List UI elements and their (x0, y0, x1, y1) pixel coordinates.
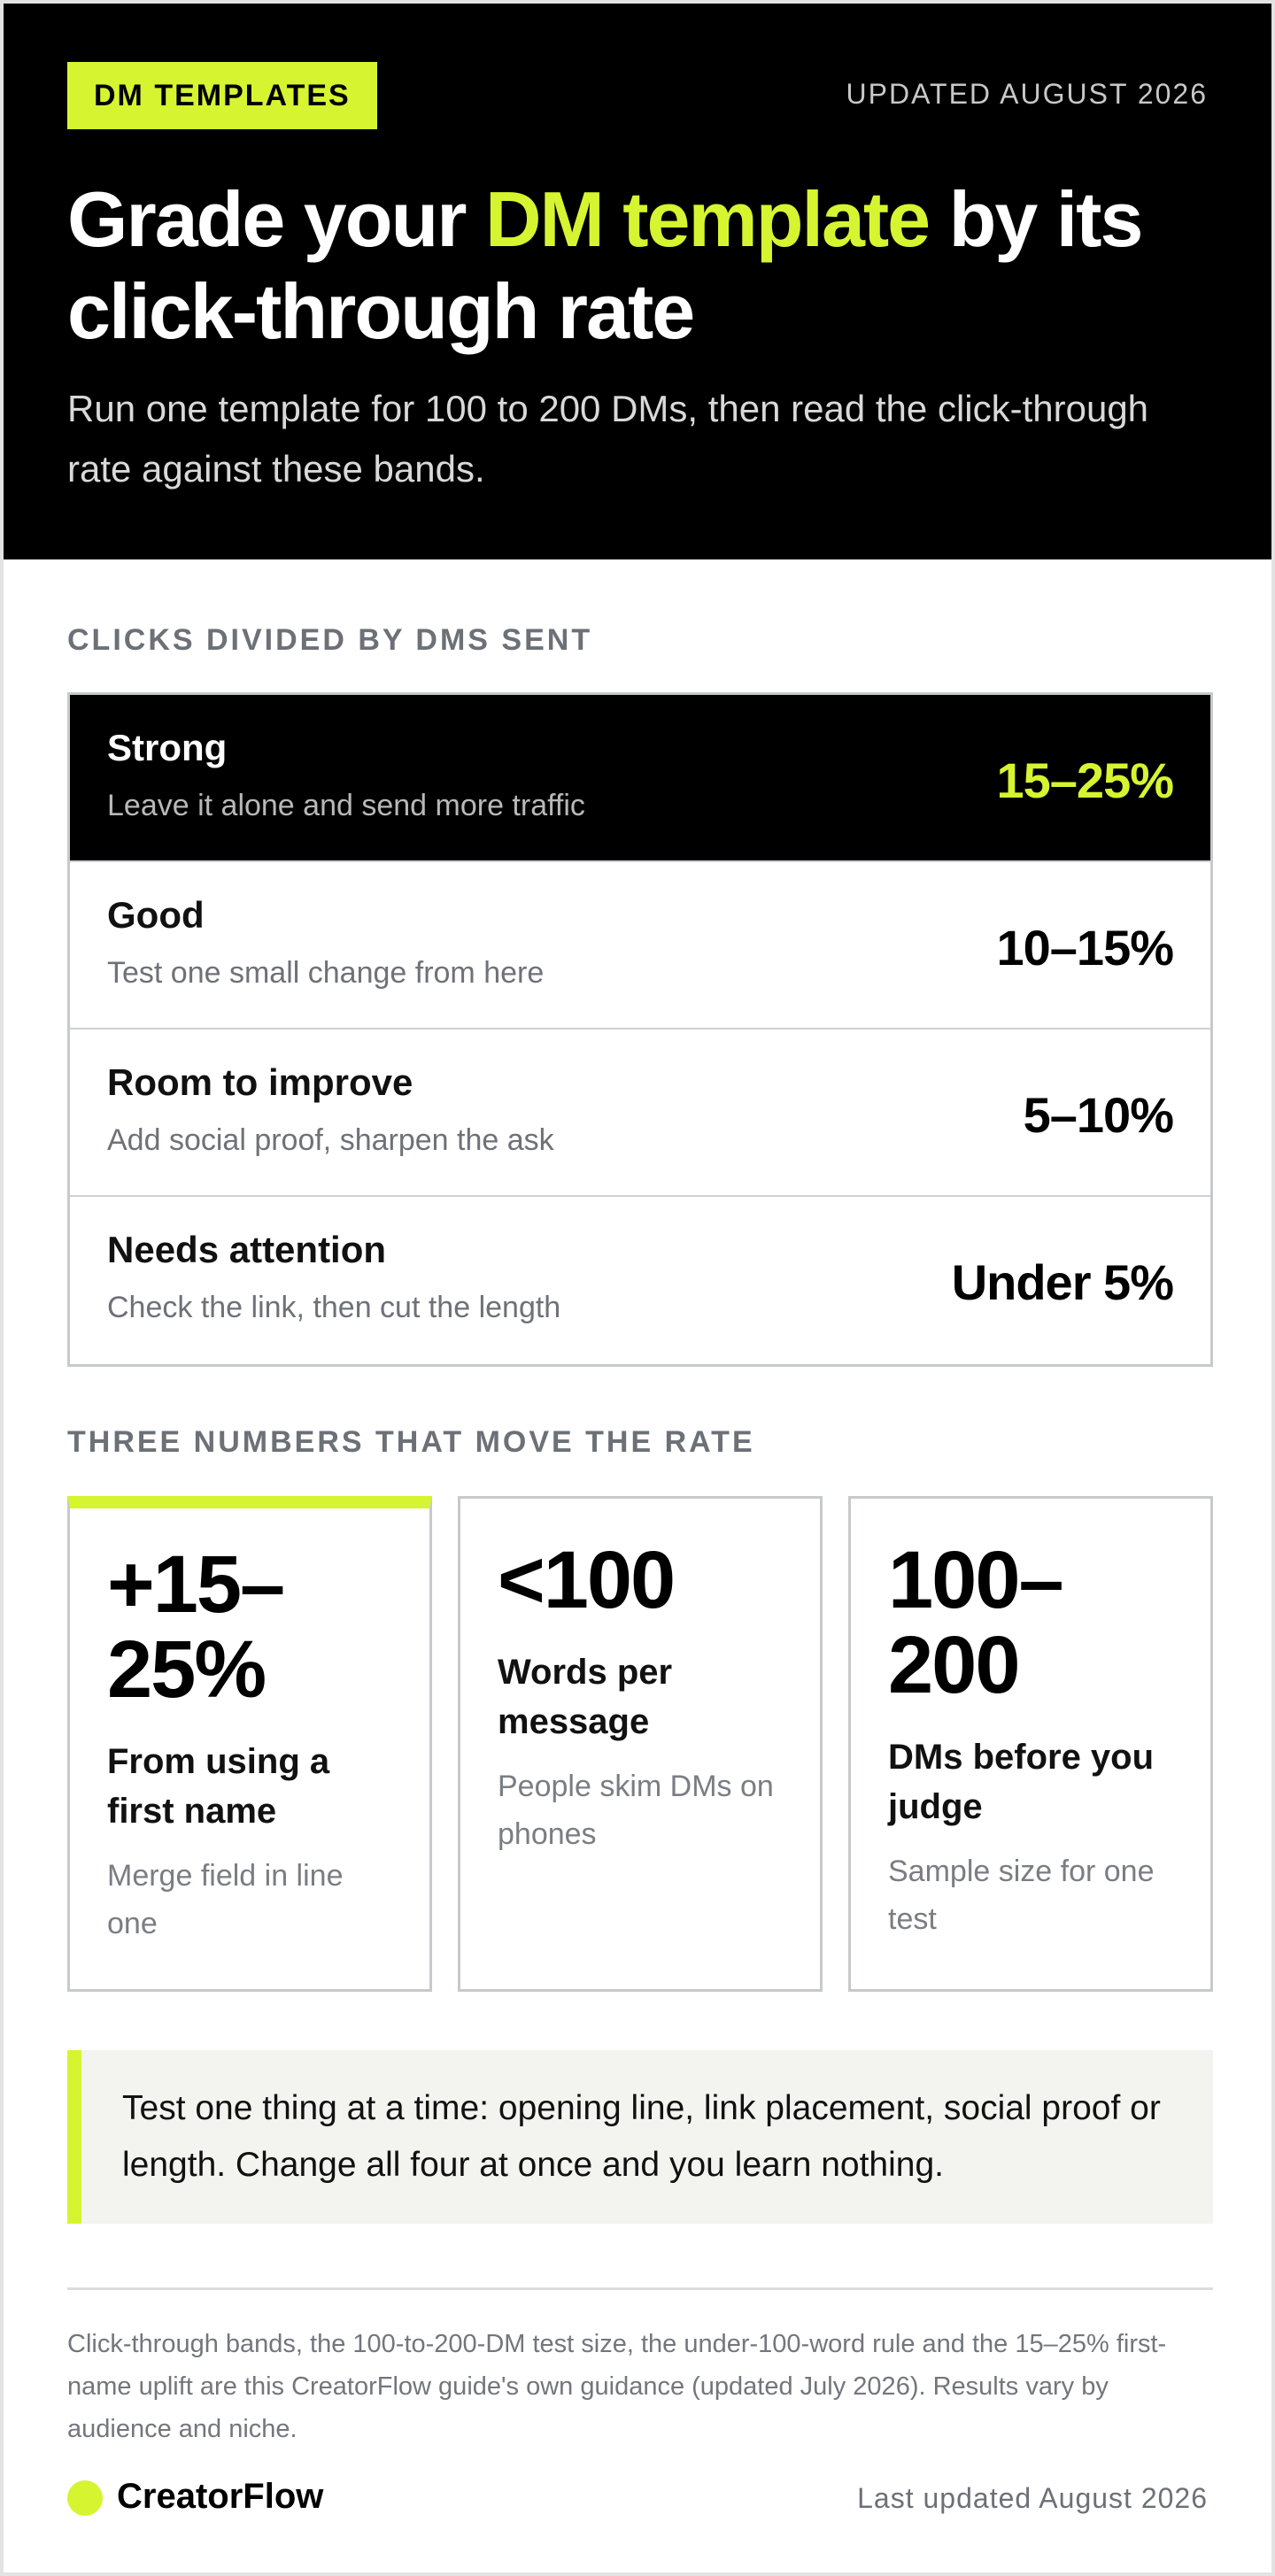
band-row-needs-attention (70, 1197, 1210, 1364)
band-name: Room to improve (107, 1061, 413, 1103)
band-description: Check the link, then cut the length (107, 1291, 561, 1324)
band-name: Good (107, 894, 205, 936)
band-range: Under 5% (951, 1254, 1173, 1310)
stat-value: 100– 200 (888, 1535, 1062, 1710)
brand-logo-dot-icon (67, 2480, 103, 2516)
stat-note: People skim DMs on phones (498, 1770, 774, 1851)
band-description: Leave it alone and send more traffic (107, 789, 585, 822)
band-name: Needs attention (107, 1229, 387, 1270)
band-row-room-to-improve (70, 1030, 1210, 1197)
stat-value: +15– 25% (107, 1539, 284, 1715)
ctr-bands-table (67, 692, 1213, 1367)
category-tag: DM TEMPLATES (67, 62, 377, 129)
title-part-1: Grade your (67, 175, 485, 263)
title-part-2: by its click-through rate (67, 175, 1142, 355)
band-range: 10–15% (996, 920, 1173, 976)
stat-label: DMs before you judge (888, 1738, 1155, 1826)
band-description: Test one small change from here (107, 956, 545, 990)
page-subtitle: Run one template for 100 to 200 DMs, then read the click-through rate against these bands. (67, 388, 1149, 490)
stat-card-sample-size (848, 1496, 1213, 1992)
band-name: Strong (107, 727, 228, 768)
band-range: 15–25% (996, 752, 1173, 808)
stat-card-first-name (67, 1496, 432, 1992)
band-row-strong (70, 695, 1210, 862)
stat-label: From using a first name (107, 1742, 330, 1831)
page-title (67, 174, 1218, 358)
hero-header (4, 4, 1271, 559)
stat-card-words (458, 1496, 823, 1992)
updated-date: UPDATED AUGUST 2026 (846, 78, 1208, 110)
stats-section-label: THREE NUMBERS THAT MOVE THE RATE (67, 1425, 755, 1459)
band-row-good (70, 862, 1210, 1030)
last-updated: Last updated August 2026 (857, 2482, 1208, 2514)
source-footnote: Click-through bands, the 100-to-200-DM test size, the under-100-word rule and the 15–25% first-name uplift are this CreatorFlow guide's own guidance (updated July 2026). Results vary by audience and niche. (67, 2330, 1167, 2443)
stat-value: <100 (498, 1535, 675, 1625)
testing-tip-callout (67, 2050, 1213, 2224)
stat-note: Sample size for one test (888, 1855, 1155, 1936)
stat-note: Merge field in line one (107, 1859, 344, 1940)
title-accent: DM template (484, 175, 930, 263)
stat-label: Words per message (498, 1653, 673, 1741)
callout-text: Test one thing at a time: opening line, link placement, social proof or length. Change all four at once and you learn nothing. (122, 2089, 1161, 2184)
brand-name: CreatorFlow (117, 2477, 324, 2516)
bands-section-label: CLICKS DIVIDED BY DMS SENT (67, 623, 593, 657)
footer-divider (67, 2287, 1213, 2290)
band-description: Add social proof, sharpen the ask (107, 1123, 554, 1157)
band-range: 5–10% (1023, 1087, 1173, 1143)
